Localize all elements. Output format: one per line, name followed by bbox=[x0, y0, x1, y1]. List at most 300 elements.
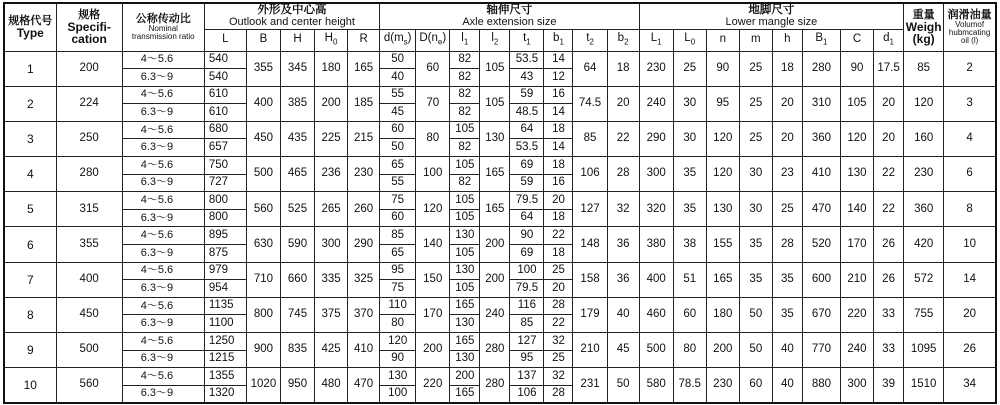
cell-b2: 50 bbox=[607, 368, 639, 403]
header-oil-zh: 润滑油量 bbox=[947, 8, 992, 21]
cell-ratio: 6.3～9 bbox=[122, 385, 204, 403]
cell-n: 155 bbox=[706, 227, 739, 262]
cell-l1: 82 bbox=[450, 86, 480, 104]
cell-type: 9 bbox=[4, 333, 56, 368]
cell-oil: 6 bbox=[944, 157, 996, 192]
cell-t2: 127 bbox=[573, 192, 607, 227]
cell-b1: 14 bbox=[544, 139, 573, 157]
cell-H: 950 bbox=[280, 368, 314, 403]
cell-b1: 20 bbox=[544, 280, 573, 298]
cell-spec: 400 bbox=[56, 262, 122, 297]
col-t1: $t_1$ bbox=[510, 29, 544, 51]
cell-weight: 420 bbox=[904, 227, 944, 262]
cell-l1: 200 bbox=[450, 368, 480, 386]
header-weight-en1: Weigh bbox=[905, 19, 942, 34]
cell-b1: 22 bbox=[544, 227, 573, 245]
cell-b2: 18 bbox=[607, 51, 639, 86]
cell-d: 60 bbox=[380, 209, 416, 227]
col-D: $D(n_e)$ bbox=[416, 29, 450, 51]
cell-d: 65 bbox=[380, 157, 416, 175]
cell-B1: 770 bbox=[802, 333, 840, 368]
cell-L: 1100 bbox=[204, 315, 246, 333]
cell-L: 1250 bbox=[204, 333, 246, 351]
header-lower-en: Lower mangle size bbox=[725, 15, 818, 28]
cell-oil: 4 bbox=[944, 121, 996, 156]
cell-H: 835 bbox=[280, 333, 314, 368]
cell-l1: 105 bbox=[450, 280, 480, 298]
cell-ratio: 4～5.6 bbox=[122, 368, 204, 386]
cell-H: 590 bbox=[280, 227, 314, 262]
col-m: m bbox=[739, 29, 772, 51]
cell-d1: 39 bbox=[874, 368, 904, 403]
header-axle-en: Axle extension size bbox=[462, 15, 557, 28]
cell-l1: 82 bbox=[450, 174, 480, 192]
cell-t1: 43 bbox=[510, 69, 544, 87]
cell-l1: 82 bbox=[450, 51, 480, 69]
cell-ratio: 4～5.6 bbox=[122, 157, 204, 175]
cell-type: 2 bbox=[4, 86, 56, 121]
cell-n: 90 bbox=[706, 51, 739, 86]
cell-type: 6 bbox=[4, 227, 56, 262]
cell-t1: 69 bbox=[510, 245, 544, 263]
cell-L1: 290 bbox=[639, 121, 673, 156]
cell-t1: 137 bbox=[510, 368, 544, 386]
cell-b1: 22 bbox=[544, 315, 573, 333]
table-row bbox=[4, 368, 996, 386]
cell-t2: 231 bbox=[573, 368, 607, 403]
col-t2: $t_2$ bbox=[573, 29, 607, 51]
cell-oil: 14 bbox=[944, 262, 996, 297]
cell-L2: 38 bbox=[673, 227, 706, 262]
cell-R: 165 bbox=[348, 51, 380, 86]
cell-L: 680 bbox=[204, 121, 246, 139]
cell-L: 1355 bbox=[204, 368, 246, 386]
cell-d: 110 bbox=[380, 297, 416, 315]
table-row bbox=[4, 333, 996, 351]
header-outlook-zh: 外形及中心高 bbox=[257, 4, 327, 17]
header-ratio-en2: transmission ratio bbox=[131, 32, 195, 42]
cell-L1: 380 bbox=[639, 227, 673, 262]
header-ratio bbox=[122, 3, 204, 51]
cell-H0: 300 bbox=[315, 227, 348, 262]
cell-b1: 16 bbox=[544, 174, 573, 192]
cell-b1: 18 bbox=[544, 209, 573, 227]
cell-d: 100 bbox=[380, 385, 416, 403]
cell-C: 240 bbox=[840, 333, 873, 368]
cell-b1: 20 bbox=[544, 192, 573, 210]
col-B: B bbox=[246, 29, 280, 51]
cell-b1: 28 bbox=[544, 385, 573, 403]
col-b1: $b_1$ bbox=[544, 29, 573, 51]
cell-B1: 670 bbox=[802, 297, 840, 332]
header-weight-en2: (kg) bbox=[912, 32, 935, 47]
cell-B1: 520 bbox=[802, 227, 840, 262]
cell-ratio: 6.3～9 bbox=[122, 280, 204, 298]
cell-h: 25 bbox=[772, 192, 802, 227]
cell-m: 25 bbox=[739, 121, 772, 156]
cell-H0: 480 bbox=[315, 368, 348, 403]
cell-L2: 35 bbox=[673, 157, 706, 192]
header-specification bbox=[56, 3, 122, 51]
cell-l2: 280 bbox=[480, 333, 510, 368]
cell-type: 1 bbox=[4, 51, 56, 86]
table-row bbox=[4, 86, 996, 104]
cell-l2: 105 bbox=[480, 51, 510, 86]
cell-L2: 25 bbox=[673, 51, 706, 86]
header-oil-en2: hubmcating bbox=[948, 28, 991, 38]
cell-d: 95 bbox=[380, 262, 416, 280]
cell-l2: 105 bbox=[480, 86, 510, 121]
cell-R: 215 bbox=[348, 121, 380, 156]
header-oil-en1: Volumof bbox=[955, 19, 985, 29]
cell-R: 260 bbox=[348, 192, 380, 227]
cell-R: 470 bbox=[348, 368, 380, 403]
cell-weight: 230 bbox=[904, 157, 944, 192]
cell-d: 40 bbox=[380, 69, 416, 87]
col-d1: $d_1$ bbox=[874, 29, 904, 51]
cell-H: 345 bbox=[280, 51, 314, 86]
table-row bbox=[4, 297, 996, 315]
cell-t1: 64 bbox=[510, 209, 544, 227]
header-spec-zh: 规格 bbox=[78, 8, 101, 21]
cell-b2: 45 bbox=[607, 333, 639, 368]
header-axle-zh: 轴伸尺寸 bbox=[486, 4, 533, 17]
header-outlook bbox=[204, 3, 379, 29]
cell-b1: 28 bbox=[544, 297, 573, 315]
cell-l1: 82 bbox=[450, 104, 480, 122]
cell-m: 25 bbox=[739, 86, 772, 121]
cell-spec: 224 bbox=[56, 86, 122, 121]
cell-d1: 33 bbox=[874, 333, 904, 368]
cell-n: 230 bbox=[706, 368, 739, 403]
cell-D: 200 bbox=[416, 333, 450, 368]
cell-C: 220 bbox=[840, 297, 873, 332]
cell-B: 450 bbox=[246, 121, 280, 156]
cell-n: 130 bbox=[706, 192, 739, 227]
cell-C: 170 bbox=[840, 227, 873, 262]
header-type-zh: 规格代号 bbox=[8, 14, 53, 27]
cell-l1: 105 bbox=[450, 121, 480, 139]
cell-spec: 560 bbox=[56, 368, 122, 403]
cell-D: 170 bbox=[416, 297, 450, 332]
cell-b1: 18 bbox=[544, 157, 573, 175]
cell-L: 895 bbox=[204, 227, 246, 245]
col-H: H bbox=[280, 29, 314, 51]
header-ratio-en1: Nominal bbox=[148, 23, 178, 33]
cell-B: 560 bbox=[246, 192, 280, 227]
cell-L: 979 bbox=[204, 262, 246, 280]
cell-m: 25 bbox=[739, 51, 772, 86]
cell-t1: 64 bbox=[510, 121, 544, 139]
cell-weight: 1095 bbox=[904, 333, 944, 368]
cell-L1: 580 bbox=[639, 368, 673, 403]
cell-B: 400 bbox=[246, 86, 280, 121]
cell-type: 5 bbox=[4, 192, 56, 227]
cell-B1: 280 bbox=[802, 51, 840, 86]
cell-d: 65 bbox=[380, 245, 416, 263]
cell-type: 8 bbox=[4, 297, 56, 332]
cell-C: 130 bbox=[840, 157, 873, 192]
cell-L: 954 bbox=[204, 280, 246, 298]
col-L0: $L_0$ bbox=[673, 29, 706, 51]
cell-l1: 105 bbox=[450, 192, 480, 210]
cell-ratio: 6.3～9 bbox=[122, 139, 204, 157]
cell-d: 130 bbox=[380, 368, 416, 386]
header-weight-zh: 重量 bbox=[912, 8, 935, 21]
cell-type: 7 bbox=[4, 262, 56, 297]
cell-l1: 105 bbox=[450, 245, 480, 263]
cell-oil: 10 bbox=[944, 227, 996, 262]
cell-H0: 375 bbox=[315, 297, 348, 332]
header-type bbox=[4, 3, 56, 51]
cell-b1: 16 bbox=[544, 86, 573, 104]
cell-ratio: 6.3～9 bbox=[122, 209, 204, 227]
cell-b2: 32 bbox=[607, 192, 639, 227]
cell-H: 525 bbox=[280, 192, 314, 227]
cell-h: 28 bbox=[772, 227, 802, 262]
cell-t1: 59 bbox=[510, 86, 544, 104]
cell-B: 500 bbox=[246, 157, 280, 192]
cell-b2: 36 bbox=[607, 227, 639, 262]
cell-l1: 165 bbox=[450, 385, 480, 403]
cell-t2: 210 bbox=[573, 333, 607, 368]
cell-m: 50 bbox=[739, 333, 772, 368]
cell-b2: 20 bbox=[607, 86, 639, 121]
cell-d: 75 bbox=[380, 280, 416, 298]
cell-l1: 82 bbox=[450, 69, 480, 87]
cell-C: 300 bbox=[840, 368, 873, 403]
cell-L: 1320 bbox=[204, 385, 246, 403]
cell-n: 120 bbox=[706, 157, 739, 192]
cell-t1: 85 bbox=[510, 315, 544, 333]
cell-L: 727 bbox=[204, 174, 246, 192]
table-row bbox=[4, 157, 996, 175]
cell-t2: 64 bbox=[573, 51, 607, 86]
table-row bbox=[4, 227, 996, 245]
cell-ratio: 6.3～9 bbox=[122, 104, 204, 122]
cell-t1: 79.5 bbox=[510, 192, 544, 210]
header-outlook-en: Outlook and center height bbox=[229, 15, 355, 28]
cell-t1: 69 bbox=[510, 157, 544, 175]
cell-L: 875 bbox=[204, 245, 246, 263]
cell-spec: 355 bbox=[56, 227, 122, 262]
cell-weight: 572 bbox=[904, 262, 944, 297]
cell-L1: 460 bbox=[639, 297, 673, 332]
cell-l2: 240 bbox=[480, 297, 510, 332]
col-d: $d(m_s)$ bbox=[380, 29, 416, 51]
cell-R: 410 bbox=[348, 333, 380, 368]
cell-B1: 470 bbox=[802, 192, 840, 227]
cell-h: 20 bbox=[772, 86, 802, 121]
cell-t2: 74.5 bbox=[573, 86, 607, 121]
cell-L2: 35 bbox=[673, 192, 706, 227]
cell-L1: 500 bbox=[639, 333, 673, 368]
header-ratio-zh: 公称传动比 bbox=[135, 12, 191, 25]
cell-ratio: 6.3～9 bbox=[122, 69, 204, 87]
cell-m: 50 bbox=[739, 297, 772, 332]
cell-B: 630 bbox=[246, 227, 280, 262]
cell-l1: 130 bbox=[450, 227, 480, 245]
cell-B: 1020 bbox=[246, 368, 280, 403]
cell-ratio: 4～5.6 bbox=[122, 262, 204, 280]
cell-d: 75 bbox=[380, 192, 416, 210]
cell-n: 200 bbox=[706, 333, 739, 368]
cell-L: 800 bbox=[204, 209, 246, 227]
cell-t1: 53.5 bbox=[510, 51, 544, 69]
cell-spec: 200 bbox=[56, 51, 122, 86]
cell-type: 10 bbox=[4, 368, 56, 403]
cell-b2: 22 bbox=[607, 121, 639, 156]
cell-l1: 130 bbox=[450, 262, 480, 280]
cell-d: 50 bbox=[380, 51, 416, 69]
cell-t1: 79.5 bbox=[510, 280, 544, 298]
cell-H0: 180 bbox=[315, 51, 348, 86]
cell-B1: 600 bbox=[802, 262, 840, 297]
cell-weight: 160 bbox=[904, 121, 944, 156]
cell-b1: 25 bbox=[544, 262, 573, 280]
cell-t2: 158 bbox=[573, 262, 607, 297]
cell-H: 660 bbox=[280, 262, 314, 297]
cell-l1: 165 bbox=[450, 333, 480, 351]
cell-L1: 400 bbox=[639, 262, 673, 297]
cell-l2: 165 bbox=[480, 192, 510, 227]
cell-h: 35 bbox=[772, 297, 802, 332]
col-l2: $l_2$ bbox=[480, 29, 510, 51]
cell-b1: 18 bbox=[544, 245, 573, 263]
cell-ratio: 6.3～9 bbox=[122, 245, 204, 263]
cell-L: 1135 bbox=[204, 297, 246, 315]
cell-d1: 26 bbox=[874, 262, 904, 297]
cell-R: 185 bbox=[348, 86, 380, 121]
cell-type: 3 bbox=[4, 121, 56, 156]
cell-t1: 106 bbox=[510, 385, 544, 403]
cell-D: 70 bbox=[416, 86, 450, 121]
cell-L2: 80 bbox=[673, 333, 706, 368]
spec-table bbox=[3, 2, 997, 404]
cell-C: 140 bbox=[840, 192, 873, 227]
cell-t1: 116 bbox=[510, 297, 544, 315]
cell-ratio: 4～5.6 bbox=[122, 227, 204, 245]
cell-spec: 315 bbox=[56, 192, 122, 227]
cell-b1: 14 bbox=[544, 51, 573, 69]
cell-H: 435 bbox=[280, 121, 314, 156]
cell-H0: 236 bbox=[315, 157, 348, 192]
col-l1: $l_1$ bbox=[450, 29, 480, 51]
cell-D: 150 bbox=[416, 262, 450, 297]
cell-ratio: 4～5.6 bbox=[122, 51, 204, 69]
header-lower bbox=[639, 3, 904, 29]
cell-H0: 425 bbox=[315, 333, 348, 368]
cell-l2: 200 bbox=[480, 262, 510, 297]
cell-n: 165 bbox=[706, 262, 739, 297]
header-spec-en: Specifi- cation bbox=[67, 19, 111, 47]
cell-h: 40 bbox=[772, 333, 802, 368]
cell-D: 120 bbox=[416, 192, 450, 227]
cell-ratio: 4～5.6 bbox=[122, 121, 204, 139]
cell-R: 370 bbox=[348, 297, 380, 332]
cell-d: 50 bbox=[380, 139, 416, 157]
cell-type: 4 bbox=[4, 157, 56, 192]
header-weight bbox=[904, 3, 944, 51]
cell-oil: 26 bbox=[944, 333, 996, 368]
cell-l2: 130 bbox=[480, 121, 510, 156]
spec-table-body bbox=[4, 51, 996, 403]
cell-ratio: 4～5.6 bbox=[122, 86, 204, 104]
cell-oil: 3 bbox=[944, 86, 996, 121]
cell-L: 540 bbox=[204, 69, 246, 87]
cell-L: 540 bbox=[204, 51, 246, 69]
cell-t1: 48.5 bbox=[510, 104, 544, 122]
cell-l1: 165 bbox=[450, 297, 480, 315]
cell-L1: 320 bbox=[639, 192, 673, 227]
cell-D: 100 bbox=[416, 157, 450, 192]
cell-m: 30 bbox=[739, 192, 772, 227]
cell-B: 800 bbox=[246, 297, 280, 332]
cell-spec: 450 bbox=[56, 297, 122, 332]
cell-t1: 100 bbox=[510, 262, 544, 280]
table-row bbox=[4, 192, 996, 210]
header-oil-en3: oil (l) bbox=[960, 36, 979, 46]
cell-t2: 85 bbox=[573, 121, 607, 156]
cell-L2: 30 bbox=[673, 121, 706, 156]
cell-d: 120 bbox=[380, 333, 416, 351]
cell-l1: 130 bbox=[450, 315, 480, 333]
cell-t1: 90 bbox=[510, 227, 544, 245]
cell-b1: 12 bbox=[544, 69, 573, 87]
cell-t1: 53.5 bbox=[510, 139, 544, 157]
cell-spec: 500 bbox=[56, 333, 122, 368]
cell-B: 355 bbox=[246, 51, 280, 86]
cell-t1: 127 bbox=[510, 333, 544, 351]
cell-d: 55 bbox=[380, 86, 416, 104]
spec-table-container bbox=[3, 2, 997, 403]
cell-D: 220 bbox=[416, 368, 450, 403]
cell-t2: 179 bbox=[573, 297, 607, 332]
cell-C: 120 bbox=[840, 121, 873, 156]
cell-l1: 105 bbox=[450, 209, 480, 227]
cell-ratio: 6.3～9 bbox=[122, 315, 204, 333]
cell-l2: 165 bbox=[480, 157, 510, 192]
table-row bbox=[4, 121, 996, 139]
cell-L: 610 bbox=[204, 104, 246, 122]
cell-d1: 26 bbox=[874, 227, 904, 262]
cell-b1: 32 bbox=[544, 333, 573, 351]
cell-L: 750 bbox=[204, 157, 246, 175]
cell-D: 80 bbox=[416, 121, 450, 156]
cell-l1: 130 bbox=[450, 350, 480, 368]
cell-weight: 360 bbox=[904, 192, 944, 227]
cell-l1: 105 bbox=[450, 157, 480, 175]
cell-n: 180 bbox=[706, 297, 739, 332]
cell-L1: 300 bbox=[639, 157, 673, 192]
cell-weight: 120 bbox=[904, 86, 944, 121]
cell-oil: 2 bbox=[944, 51, 996, 86]
cell-oil: 34 bbox=[944, 368, 996, 403]
cell-L1: 230 bbox=[639, 51, 673, 86]
cell-m: 30 bbox=[739, 157, 772, 192]
cell-h: 40 bbox=[772, 368, 802, 403]
cell-B1: 310 bbox=[802, 86, 840, 121]
cell-l1: 82 bbox=[450, 139, 480, 157]
cell-L2: 78.5 bbox=[673, 368, 706, 403]
col-b2: $b_2$ bbox=[607, 29, 639, 51]
cell-n: 120 bbox=[706, 121, 739, 156]
cell-t2: 106 bbox=[573, 157, 607, 192]
cell-h: 23 bbox=[772, 157, 802, 192]
cell-C: 105 bbox=[840, 86, 873, 121]
cell-L2: 60 bbox=[673, 297, 706, 332]
cell-b1: 25 bbox=[544, 350, 573, 368]
